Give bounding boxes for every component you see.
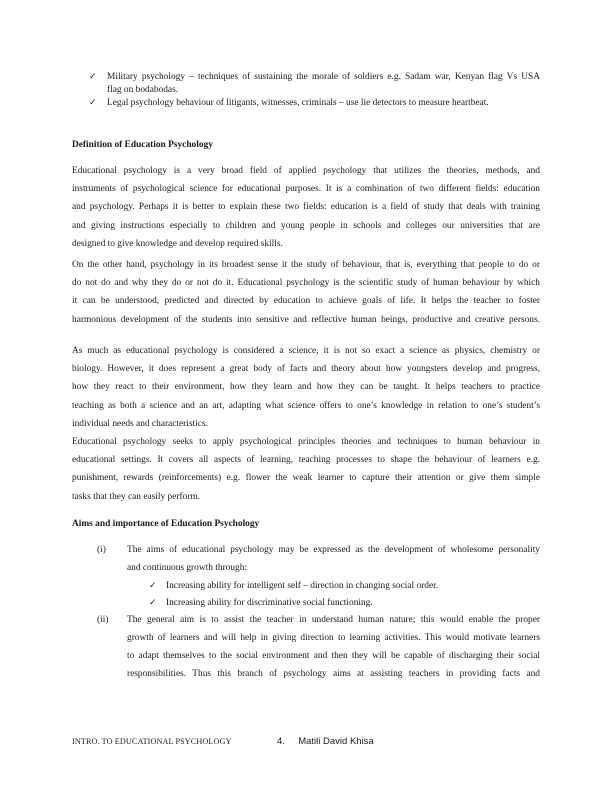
paragraph-line: teaching as both a science and an art, adapting what science offers to one’s knowledge in relation to one’s student’s [72,400,540,411]
bullet-text-line: Legal psychology behaviour of litigants, witnesses, criminals – use lie detectors to measure heartbeat. [107,98,489,108]
paragraph-line: educational settings. It covers all aspects of learning, teaching processes to shape the behaviour of learners e.g. [72,455,540,466]
author-name: Matili David Khisa [298,736,374,747]
paragraph-line: Educational psychology is a very broad field of applied psychology that utilizes the theories, methods, and [72,166,540,176]
list-item-line: responsibilities. Thus this branch of psychology aims at assisting teachers in providing facts and [127,669,540,679]
paragraph-line: designed to give knowledge and develop required skills. [72,238,283,249]
paragraph-line: and psychology. Perhaps it is better to explain these two fields: education is a field of study that deals with training [72,202,540,213]
paragraph [72,162,540,253]
sub-bullet-text: Increasing ability for intelligent self – direction in changing social order. [166,581,439,591]
paragraph [72,342,540,433]
paragraph [72,433,540,506]
list-marker: (i) [97,545,106,555]
paragraph-line: how they react to their environment, how they learn and how they can be taught. It helps teachers to practice [72,382,540,393]
list-item-line: and continuous growth through: [127,563,248,573]
paragraph-line: On the other hand, psychology in its broadest sense it the study of behaviour, that is, everything that people to do or [72,260,540,270]
list-item-line: growth of learners and will help in giving direction to learning activities. This would motivate learners [127,633,540,643]
paragraph-line: punishment, rewards (reinforcements) e.g. flower the weak learner to capture their attention or give them simple [72,473,540,484]
paragraph-line: As much as educational psychology is considered a science, it is not so exact a science as physics, chemistry or [72,346,540,356]
paragraph [72,256,540,329]
footer-page-author [277,736,374,747]
bullet-text-line: Military psychology – techniques of sustaining the morale of soldiers e.g. Sadam war, Kenyan flag Vs USA [107,72,540,82]
bullet-text-line: flag on bodabodas. [107,85,179,95]
sub-bullet-text: Increasing ability for discriminative social functioning. [166,598,373,608]
footer-course-title: INTRO. TO EDUCATIONAL PSYCHOLOGY [72,737,232,746]
paragraph-line: individual needs and characteristics. [72,418,208,429]
section-heading-aims: Aims and importance of Education Psychology [72,519,260,529]
checkmark-icon: ✓ [89,98,97,108]
list-item-line: The aims of educational psychology may be expressed as the development of wholesome personality [127,545,540,555]
checkmark-icon: ✓ [149,598,157,608]
paragraph-line: and giving instructions especially to children and young people in schools and colleges our universities that are [72,220,540,231]
paragraph-line: Educational psychology seeks to apply psychological principles theories and techniques to human behaviour in [72,437,540,447]
paragraph-line: instruments of psychological science for educational purposes. It is a combination of two different fields: education [72,184,540,195]
list-item-line: to adapt themselves to the social environment and then they will be capable of discharging their social [127,651,540,661]
paragraph-line: tasks that they can easily perform. [72,491,201,502]
paragraph-line: biology. However, it does represent a great body of facts and theory about how youngsters develop and progress, [72,364,540,375]
list-marker: (ii) [97,615,109,625]
paragraph-line: it can be understood, predicted and directed by education to achieve goals of life. It helps the teacher to foster [72,296,540,307]
page-number: 4. [277,736,285,747]
paragraph-line: do not do and why they do or not do it. Educational psychology is the scientific study of human behaviour by which [72,278,540,289]
checkmark-icon: ✓ [149,581,157,591]
checkmark-icon: ✓ [89,72,97,82]
list-item-line: The general aim is to assist the teacher in understand human nature; this would enable the proper [127,615,540,625]
paragraph-line: harmonious development of the students into sensitive and reflective human beings, productive and creative persons. [72,314,540,325]
section-heading-definition: Definition of Education Psychology [72,140,213,150]
